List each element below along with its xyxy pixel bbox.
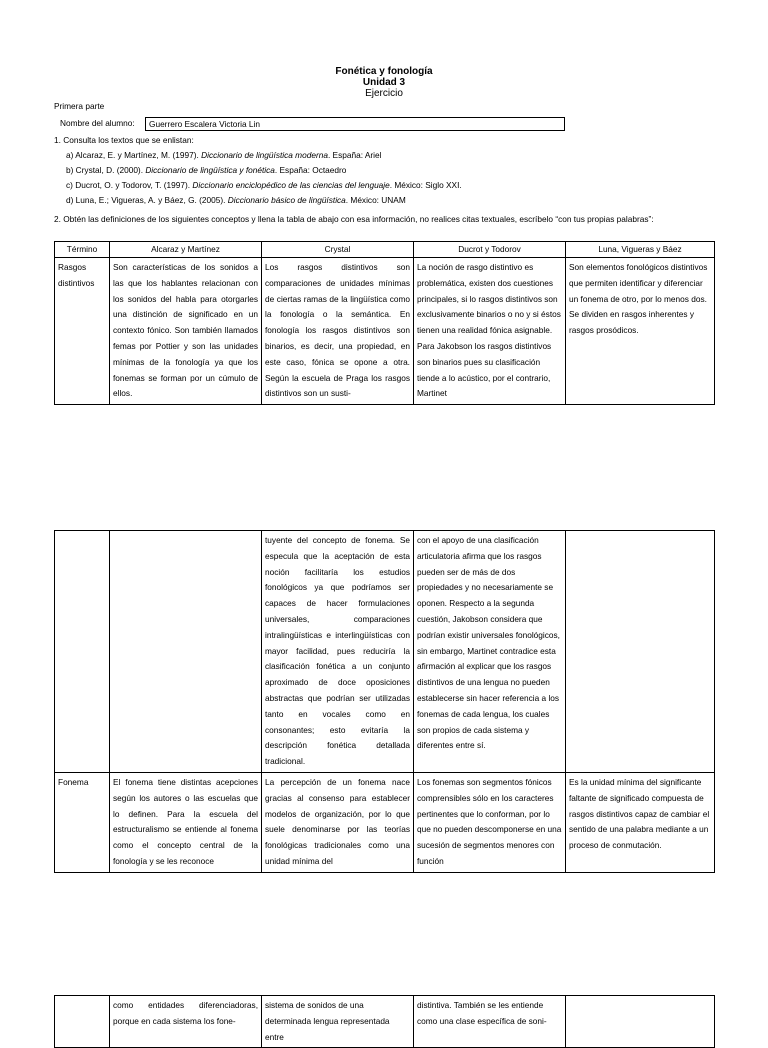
source-title: Diccionario de lingüística moderna: [201, 150, 328, 160]
definitions-table-page-3: [54, 995, 715, 1048]
term-cell: Rasgos distintivos: [55, 258, 110, 405]
source-author: c) Ducrot, O. y Todorov, T. (1997).: [66, 180, 193, 190]
source-title: Diccionario básico de lingüística: [227, 195, 346, 205]
definition-cell: La percepción de un fonema nace gracias al consenso para establecer modelos de organización, por lo que suele denominarse por las teorías fonológicas tradicionales como una unidad mínima del: [262, 772, 414, 872]
table-row: [55, 996, 715, 1048]
definitions-table-page-2: [54, 530, 715, 873]
source-author: b) Crystal, D. (2000).: [66, 165, 146, 175]
definition-cell: Son elementos fonológicos distintivos que permiten identificar y diferenciar un fonema de otro, por lo menos dos. Se dividen en rasgos inherentes y rasgos prosódicos.: [566, 258, 715, 405]
definition-cell: [566, 531, 715, 773]
definition-cell: con el apoyo de una clasificación articulatoria afirma que los rasgos pueden ser de más de dos propiedades y no necesariamente se oponen. Respecto a la segunda cuestión, Jakobson considera que podrían existir universales fonológicos, sin embargo, Martinet contradice esta afirmación al explicar que los rasgos distintivos de una lengua no pueden establecerse sin hacer referencia a los fonemas de cada lengua, los cuales son propios de cada sistema y diferentes entre sí.: [414, 531, 566, 773]
source-item-b: [66, 165, 346, 175]
definition-cell: Es la unidad mínima del significante faltante de significado compuesta de rasgos distintivos capaz de cambiar el sentido de una palabra mediante a un proceso de conmutación.: [566, 772, 715, 872]
question-2: 2. Obtén las definiciones de los siguientes conceptos y llena la tabla de abajo con esa información, no realices citas textuales, escríbelo “con tus propias palabras”:: [54, 214, 654, 224]
term-cell: [55, 531, 110, 773]
question-1: 1. Consulta los textos que se enlistan:: [54, 135, 194, 145]
definition-cell: El fonema tiene distintas acepciones según los autores o las escuelas que lo definen. Para la escuela del estructuralismo se entiende al fonema como el concepto central de la fonología y se les reconoce: [110, 772, 262, 872]
header-luna: Luna, Vigueras y Báez: [566, 242, 715, 258]
exercise-heading: Ejercicio: [365, 88, 403, 99]
definition-cell: [110, 531, 262, 773]
unit-heading: Unidad 3: [362, 77, 406, 88]
definition-cell: La noción de rasgo distintivo es problemática, existen dos cuestiones principales, si lo rasgos distintivos son exclusivamente binarios o no y si éstos tienen una realidad fónica asignable. Para Jakobson los rasgos distintivos son binarios pues su clasificación tiende a lo acústico, por el contrario, Martinet: [414, 258, 566, 405]
source-title: Diccionario enciclopédico de las ciencias del lenguaje: [192, 180, 390, 190]
table-row: [55, 772, 715, 872]
source-publisher: . México: UNAM: [345, 195, 406, 205]
term-cell: [55, 996, 110, 1048]
definition-cell: Los rasgos distintivos son comparaciones de unidades mínimas de ciertas ramas de la lingüística como la fonología o la semántica. En fonología los rasgos distintivos son binarios, es decir, una propiedad, en este caso, fónica se opone a otra. Según la escuela de Praga los rasgos distintivos son un susti-: [262, 258, 414, 405]
header-ducrot: Ducrot y Todorov: [414, 242, 566, 258]
source-item-a: [66, 150, 381, 160]
source-item-d: [66, 195, 406, 205]
source-publisher: . México: Siglo XXI.: [389, 180, 462, 190]
source-author: a) Alcaraz, E. y Martínez, M. (1997).: [66, 150, 202, 160]
term-cell: Fonema: [55, 772, 110, 872]
source-title: Diccionario de lingüística y fonética: [145, 165, 275, 175]
header-crystal: Crystal: [262, 242, 414, 258]
table-row: [55, 531, 715, 773]
definition-cell: tuyente del concepto de fonema. Se especula que la aceptación de esta noción facilitaría los estudios fonológicos ya que podríamos ser capaces de hacer formulaciones universales, comparaciones intralingüísticas e interlingüísticas con mayor facilidad, pues reduciría la clasificación fonética a un conjunto aproximado de doce oposiciones abstractas que podrían ser utilizadas tanto en vocales como en consonantes; esto evitaría la descripción fonética detallada tradicional.: [262, 531, 414, 773]
student-name-field[interactable]: Guerrero Escalera Victoria Lin: [145, 117, 565, 131]
definition-cell: como entidades diferenciadoras, porque en cada sistema los fone-: [110, 996, 262, 1048]
definitions-table-page-1: [54, 241, 715, 405]
definition-cell: Son características de los sonidos a las que los hablantes relacionan con los sonidos del habla para otorgarles una distinción de significado en un contexto fónico. Son también llamados femas por Pottier y son las unidades mínimas de la fonología ya que los fonemas se forman por un cúmulo de ellos.: [110, 258, 262, 405]
table-row: [55, 258, 715, 405]
definition-cell: sistema de sonidos de una determinada lengua representada entre: [262, 996, 414, 1048]
source-publisher: . España: Ariel: [327, 150, 382, 160]
definition-cell: distintiva. También se les entiende como una clase específica de soni-: [414, 996, 566, 1048]
source-publisher: . España: Octaedro: [274, 165, 347, 175]
definition-cell: [566, 996, 715, 1048]
table-header-row: [55, 242, 715, 258]
definition-cell: Los fonemas son segmentos fónicos comprensibles sólo en los caracteres pertinentes que lo conforman, por lo que no pueden descomponerse en una sucesión de segmentos menores con función: [414, 772, 566, 872]
source-author: d) Luna, E.; Vigueras, A. y Báez, G. (2005).: [66, 195, 228, 205]
part-heading: Primera parte: [54, 101, 105, 111]
student-name-label: Nombre del alumno:: [60, 118, 135, 128]
header-term: Término: [55, 242, 110, 258]
header-alcaraz: Alcaraz y Martínez: [110, 242, 262, 258]
document-title: Fonética y fonología: [335, 66, 433, 77]
source-item-c: [66, 180, 462, 190]
